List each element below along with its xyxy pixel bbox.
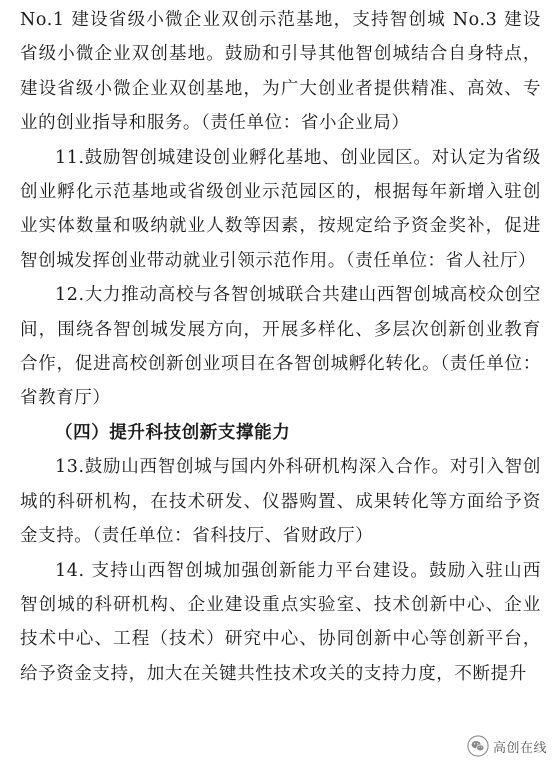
paragraph-continuation: No.1 建设省级小微企业双创示范基地，支持智创城 No.3 建设省级小微企业双创基地。鼓励和引导其他智创城结合自身特点，建设省级小微企业双创基地，为广大创业者提供精准、高效、专业的创业指导和服务。（责任单位：省小企业局） [20,10,541,134]
wechat-watermark [463,733,553,759]
wechat-icon [467,735,489,757]
paragraph-13: 13.鼓励山西智创城与国内外科研机构深入合作。对引入智创城的科研机构，在技术研发、仪器购置、成果转化等方面给予资金支持。（责任单位：省科技厅、省财政厅） [20,457,541,547]
paragraph-11: 11.鼓励智创城建设创业孵化基地、创业园区。对认定为省级创业孵化示范基地或省级创业示范园区的，根据每年新增入驻创业实体数量和吸纳就业人数等因素，按规定给予资金奖补，促进智创城发挥创业带动就业引领示范作用。（责任单位：省人社厅） [20,147,541,271]
paragraph-14: 14. 支持山西智创城加强创新能力平台建设。鼓励入驻山西智创城的科研机构、企业建设重点实验室、技术创新中心、企业技术中心、工程（技术）研究中心、协同创新中心等创新平台，给予资金支持，加大在关键共性技术攻关的支持力度，不断提升 [20,560,541,684]
section-heading: （四）提升科技创新支撑能力 [55,422,291,443]
paragraph-12: 12.大力推动高校与各智创城联合共建山西智创城高校众创空间，围绕各智创城发展方向，开展多样化、多层次创新创业教育合作，促进高校创新创业项目在各智创城孵化转化。（责任单位：省教育厅） [20,285,541,409]
watermark-text: 高创在线 [492,740,547,756]
